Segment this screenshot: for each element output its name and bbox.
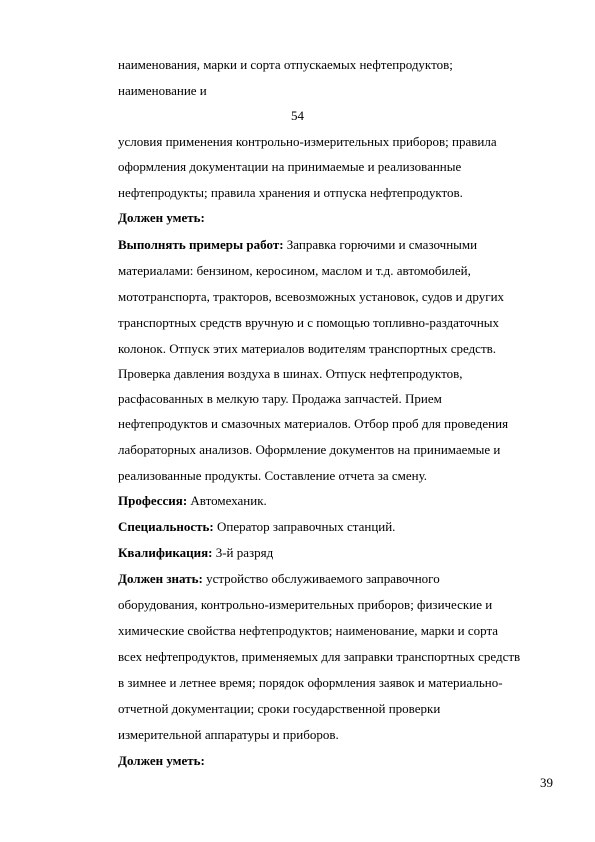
text-line: колонок. Отпуск этих материалов водителям транспортных средств. <box>118 341 497 356</box>
text-line: химические свойства нефтепродуктов; наименование, марки и сорта <box>118 623 499 638</box>
text-line: всех нефтепродуктов, применяемых для заправки транспортных средств <box>118 649 521 664</box>
qualification-line: Квалификация: 3-й разряд <box>118 545 274 560</box>
text-line: расфасованных в мелкую тару. Продажа запчастей. Прием <box>118 391 442 406</box>
text-line: лабораторных анализов. Оформление документов на принимаемые и <box>118 442 501 457</box>
text-line: нефтепродукты; правила хранения и отпуска нефтепродуктов. <box>118 185 463 200</box>
text-line: измерительной аппаратуры и приборов. <box>118 727 339 742</box>
specialty-line: Специальность: Оператор заправочных станций. <box>118 519 396 534</box>
text-line: Должен знать: устройство обслуживаемого заправочного <box>118 571 440 586</box>
text-line: реализованные продукты. Составление отчета за смену. <box>118 468 428 483</box>
text-line: наименование и <box>118 83 207 98</box>
text-line: Проверка давления воздуха в шинах. Отпуск нефтепродуктов, <box>118 366 463 381</box>
profession-line: Профессия: Автомеханик. <box>118 493 267 508</box>
text-line: мототранспорта, тракторов, всевозможных установок, судов и других <box>118 289 505 304</box>
page-number: 39 <box>540 775 553 790</box>
text-line: условия применения контрольно-измерительных приборов; правила <box>118 134 497 149</box>
text-line: оформления документации на принимаемые и реализованные <box>118 159 462 174</box>
section-heading: Должен уметь: <box>118 210 205 225</box>
text-line: наименования, марки и сорта отпускаемых нефтепродуктов; <box>118 57 453 72</box>
text-line: отчетной документации; сроки государственной проверки <box>118 701 441 716</box>
text-line: транспортных средств вручную и с помощью топливно-раздаточных <box>118 315 500 330</box>
section-heading: Должен уметь: <box>118 753 205 768</box>
text-line: оборудования, контрольно-измерительных приборов; физические и <box>118 597 493 612</box>
inner-page-number: 54 <box>291 108 304 123</box>
text-line: в зимнее и летнее время; порядок оформления заявок и материально- <box>118 675 503 690</box>
text-line: материалами: бензином, керосином, маслом и т.д. автомобилей, <box>118 263 471 278</box>
text-line: Выполнять примеры работ: Заправка горючими и смазочными <box>118 237 478 252</box>
text-line: нефтепродуктов и смазочных материалов. Отбор проб для проведения <box>118 416 509 431</box>
